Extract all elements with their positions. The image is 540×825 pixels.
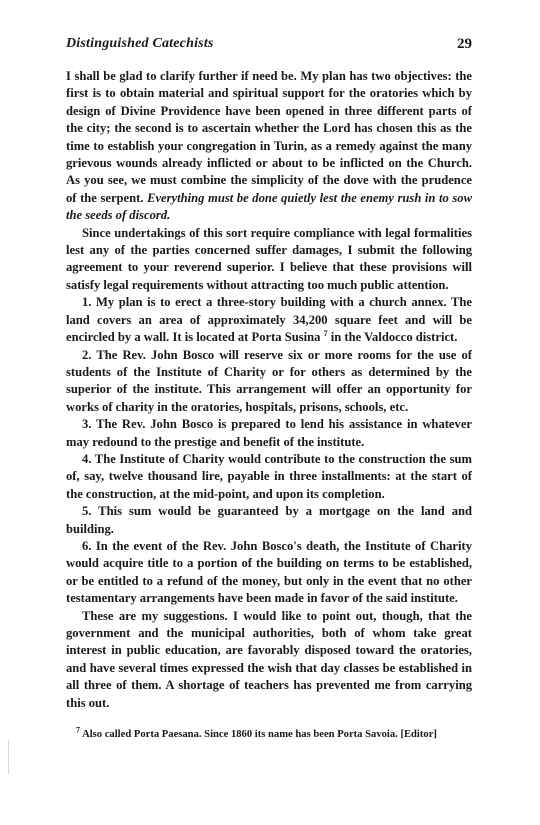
page-number: 29 <box>457 36 472 52</box>
item-1-text-a: 1. My plan is to erect a three-story building with a church annex. The land covers an area of approximately 34,200 square feet and will be encircled by a wall. It is located at Porta Susina <box>66 295 472 345</box>
paragraph-intro <box>66 68 472 225</box>
margin-mark <box>8 740 9 774</box>
body-text <box>66 68 472 712</box>
emphasis-text: Everything must be done quietly lest the enemy rush in to sow the seeds of discord. <box>66 190 472 223</box>
paragraph-suggestions: These are my suggestions. I would like to point out, though, that the government and the municipal authorities, both of whom take great interest in public education, are favorably disposed toward the oratories, and have several times expressed the wish that day classes be established in all three of them. A shortage of teachers has prevented me from carrying this out. <box>66 608 472 710</box>
paragraph-item-4: 4. The Institute of Charity would contribute to the construction the sum of, say, twelve thousand lire, payable in three installments: at the start of the construction, at the mid-point, and upon its completion. <box>66 451 472 501</box>
paragraph-item-3: 3. The Rev. John Bosco is prepared to lend his assistance in whatever may redound to the prestige and benefit of the institute. <box>66 417 472 449</box>
paragraph-item-1 <box>66 294 472 346</box>
paragraph-item-6: 6. In the event of the Rev. John Bosco's death, the Institute of Charity would acquire title to a portion of the building on terms to be established, or be entitled to a refund of the money, but only in the event that no other testamentary arrangements have been made in favor of the said institute. <box>66 538 472 606</box>
footnote <box>66 725 472 742</box>
book-page <box>66 36 472 742</box>
paragraph-formalities: Since undertakings of this sort require compliance with legal formalities lest any of the parties concerned suffer damages, I submit the following agreement to your reverend superior. I believe that these provisions will satisfy legal requirements without attracting too much public attention. <box>66 225 472 292</box>
paragraph-intro-text: I shall be glad to clarify further if need be. My plan has two objectives: the first is to obtain material and spiritual support for the oratories which by design of Divine Providence have been opened in three different parts of the city; the second is to ascertain whether the Lord has chosen this as the time to establish your congregation in Turin, as a remedy against the many grievous wounds already inflicted or about to be inflicted on the Church. As you see, we must combine the simplicity of the dove with the prudence of the serpent. <box>66 69 472 205</box>
footnote-reference: 7 <box>323 328 328 338</box>
item-1-text-b: in the Valdocco district. <box>327 330 458 345</box>
footnote-marker: 7 <box>76 725 80 735</box>
footnote-text: Also called Porta Paesana. Since 1860 its name has been Porta Savoia. [Editor] <box>80 729 437 741</box>
page-header <box>66 36 472 56</box>
paragraph-item-5: 5. This sum would be guaranteed by a mortgage on the land and building. <box>66 504 472 536</box>
running-head: Distinguished Catechists <box>66 36 214 51</box>
paragraph-item-2: 2. The Rev. John Bosco will reserve six or more rooms for the use of students of the Institute of Charity or for others as determined by the superior of the institute. This arrangement will offer an opportunity for works of charity in the oratories, hospitals, prisons, schools, etc. <box>66 347 472 414</box>
